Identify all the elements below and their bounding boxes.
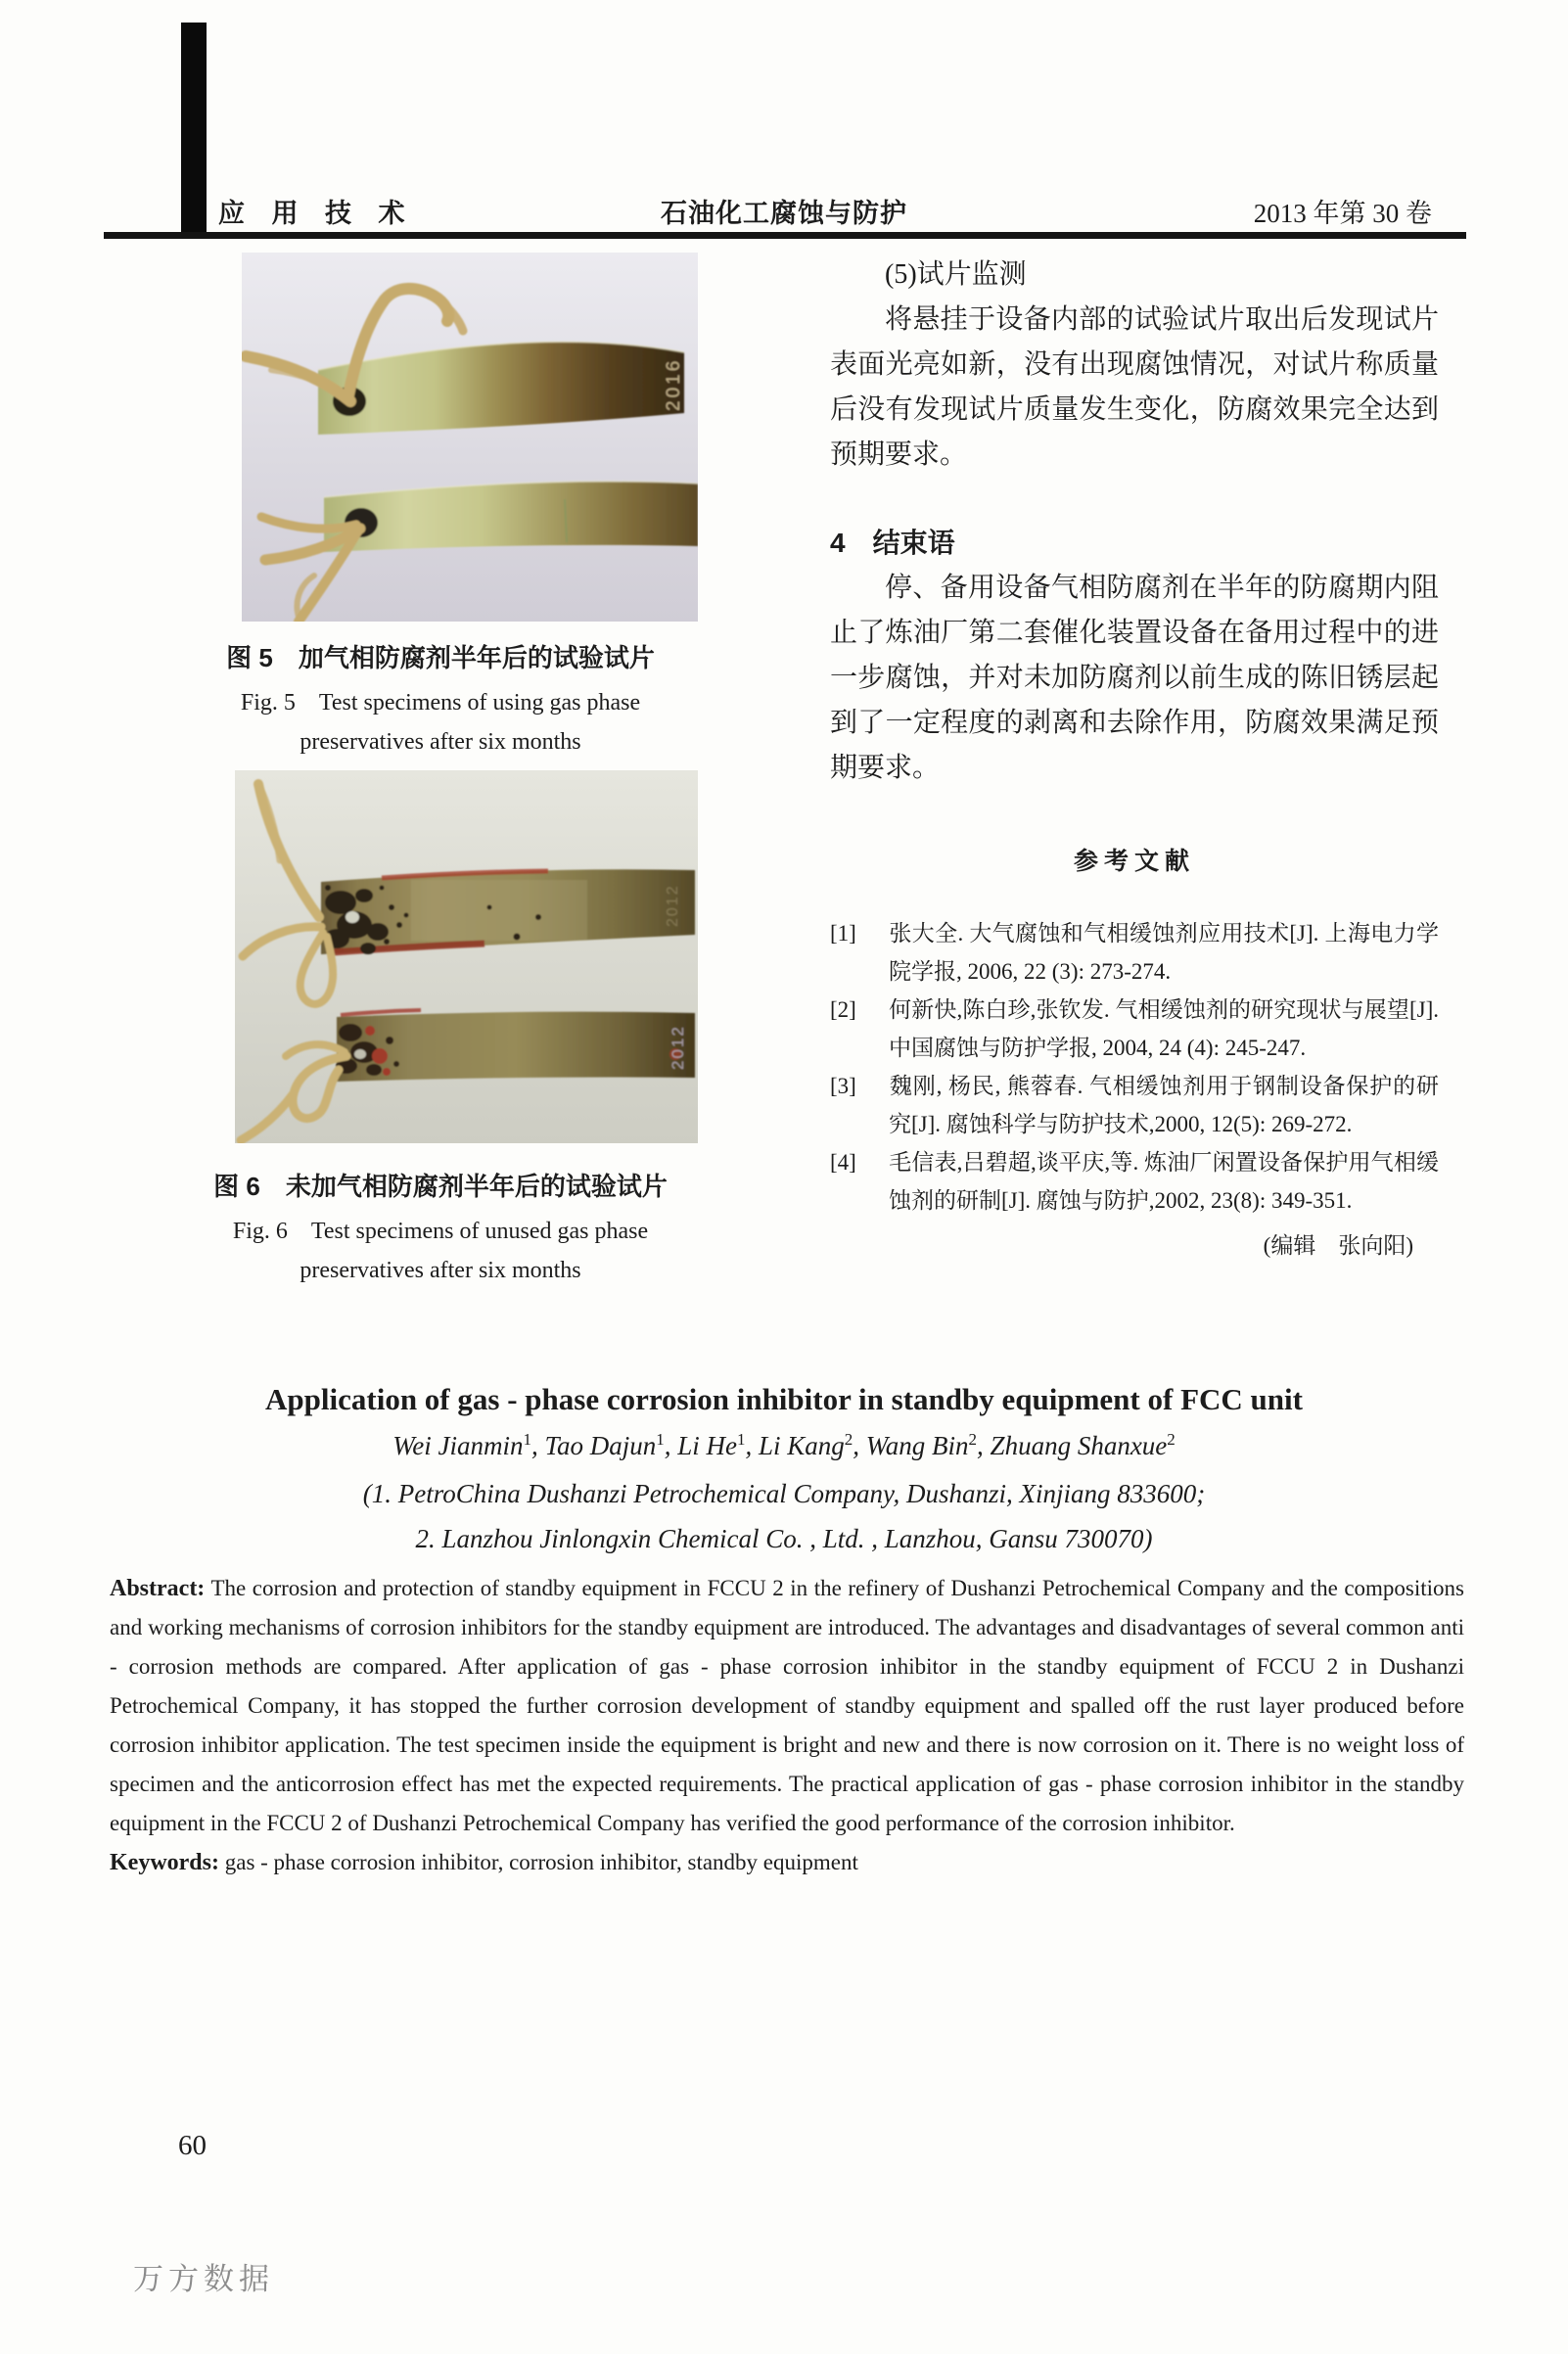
editor-note: (编辑 张向阳) <box>1263 1233 1413 1258</box>
author: Zhuang Shanxue$^2$ <box>990 1430 1176 1460</box>
item5-heading: (5)试片监测 <box>885 259 1027 290</box>
header-rule <box>104 232 1466 239</box>
specimen-stamp-label: 2016 <box>664 357 684 411</box>
keywords-line <box>110 1843 1464 1882</box>
photo-background <box>235 770 698 1143</box>
keywords-text: gas - phase corrosion inhibitor, corrosion inhibitor, standby equipment <box>224 1850 858 1874</box>
fig6-caption-zh: 图 6 未加气相防腐剂半年后的试验试片 <box>213 1172 668 1201</box>
corroded-strip-bottom <box>336 1010 695 1082</box>
photo-background <box>242 253 698 622</box>
references-list <box>830 914 1439 1220</box>
author: Tao Dajun$^1$ , <box>544 1431 677 1460</box>
abstract-label: Abstract: <box>110 1576 206 1601</box>
specimen-hole <box>354 1049 366 1059</box>
fig5-caption-en-1: Fig. 5 Test specimens of using gas phase <box>240 690 641 715</box>
section4-paragraph: 停、备用设备气相防腐剂在半年的防腐期内阻止了炼油厂第二套催化装置设备在备用过程中的进一步腐蚀，并对未加防腐剂以前生成的陈旧锈层起到了一定程度的剥离和去除作用，防腐效果满足预期要求。 <box>830 573 1439 783</box>
author-affiliation-superscript: 2 <box>844 1430 853 1449</box>
specimen-stamp-label: 2012 <box>665 884 681 927</box>
author: Wei Jianmin$^1$ , <box>392 1431 544 1460</box>
reference-number: [1] <box>830 921 856 946</box>
reference-number: [3] <box>830 1074 856 1098</box>
reference-text: 毛信表,吕碧超,谈平庆,等. 炼油厂闲置设备保护用气相缓蚀剂的研制[J]. 腐蚀与防护,2002, 23(8): 349-351. <box>889 1150 1439 1213</box>
specimen-hole <box>346 911 359 923</box>
reference-item <box>830 1067 1439 1143</box>
fig5-caption-en-2: preservatives after six months <box>300 729 581 755</box>
fig6-caption <box>166 1167 715 1290</box>
specimen-stamp-label: 2012 <box>669 1025 687 1070</box>
english-title: Application of gas - phase corrosion inhibitor in standby equipment of FCC unit <box>265 1382 1303 1416</box>
author-affiliation-superscript: 1 <box>656 1430 665 1449</box>
fig6-photo <box>235 770 698 1143</box>
page-number: 60 <box>178 2130 207 2161</box>
specimen-strip-bottom <box>324 482 698 552</box>
author-affiliation-superscript: 1 <box>737 1430 746 1449</box>
header-journal-title: 石油化工腐蚀与防护 <box>661 199 907 228</box>
reference-item <box>830 914 1439 991</box>
abstract-paragraph <box>110 1569 1464 1843</box>
fig6-caption-en-1: Fig. 6 Test specimens of unused gas phase <box>232 1219 649 1244</box>
abstract-block <box>110 1569 1464 1882</box>
author: Li Kang$^2$ , <box>759 1431 866 1460</box>
author-affiliation-superscript: 2 <box>968 1430 978 1449</box>
header-volume-issue: 2013 年第 30 卷 <box>1253 199 1432 228</box>
right-text-column <box>830 253 1439 1260</box>
abstract-text: The corrosion and protection of standby equipment in FCCU 2 in the refinery of Dushanzi Petrochemical Company and the compositions and working mechanisms of corrosion inhibitors for the standby equipment are introduced. The advantages and disadvantages of several common anti - corrosion methods are compared. After application of gas - phase corrosion inhibitor in the standby equipment of FCCU 2 in Dushanzi Petrochemical Company, it has stopped the further corrosion development of standby equipment and spalled off the rust layer produced before corrosion inhibitor application. The test specimen inside the equipment is bright and new and there is now corrosion on it. There is no weight loss of specimen and the anticorrosion effect has met the expected requirements. The practical application of gas - phase corrosion inhibitor in the standby equipment in the FCCU 2 of Dushanzi Petrochemical Company has verified the good performance of the corrosion inhibitor. <box>110 1576 1464 1835</box>
reference-number: [4] <box>830 1150 856 1175</box>
references-heading: 参考文献 <box>1073 848 1195 875</box>
item5-paragraph: 将悬挂于设备内部的试验试片取出后发现试片表面光亮如新，没有出现腐蚀情况，对试片称质量后没有发现试片质量发生变化，防腐效果完全达到预期要求。 <box>830 304 1439 470</box>
english-authors-line <box>0 1430 1568 1461</box>
author-affiliation-superscript: 2 <box>1167 1430 1176 1449</box>
reference-item <box>830 1143 1439 1220</box>
reference-item <box>830 991 1439 1067</box>
author: Li He$^1$ , <box>677 1431 759 1460</box>
reference-text: 何新快,陈白珍,张钦发. 气相缓蚀剂的研究现状与展望[J]. 中国腐蚀与防护学报, 2004, 24 (4): 245-247. <box>889 997 1439 1060</box>
database-watermark: 万方数据 <box>133 2262 274 2296</box>
fig5-caption <box>166 638 715 762</box>
affiliation-line-1: (1. PetroChina Dushanzi Petrochemical Company, Dushanzi, Xinjiang 833600; <box>362 1479 1206 1508</box>
author-affiliation-superscript: 1 <box>523 1430 531 1449</box>
header-section-label: 应 用 技 术 <box>218 199 415 228</box>
fig5-photo <box>242 253 698 622</box>
reference-text: 魏刚, 杨民, 熊蓉春. 气相缓蚀剂用于钢制设备保护的研究[J]. 腐蚀科学与防护技术,2000, 12(5): 269-272. <box>889 1074 1439 1136</box>
affiliation-line-2: 2. Lanzhou Jinlongxin Chemical Co. , Ltd. , Lanzhou, Gansu 730070) <box>415 1524 1153 1553</box>
reference-number: [2] <box>830 997 856 1022</box>
fig5-caption-zh: 图 5 加气相防腐剂半年后的试验试片 <box>226 643 655 672</box>
section4-heading: 4 结束语 <box>830 528 955 558</box>
fig6-caption-en-2: preservatives after six months <box>300 1258 581 1283</box>
author: Wang Bin$^2$ , <box>866 1431 991 1460</box>
reference-text: 张大全. 大气腐蚀和气相缓蚀剂应用技术[J]. 上海电力学院学报, 2006, 22 (3): 273-274. <box>889 921 1439 984</box>
keywords-label: Keywords: <box>110 1850 219 1875</box>
